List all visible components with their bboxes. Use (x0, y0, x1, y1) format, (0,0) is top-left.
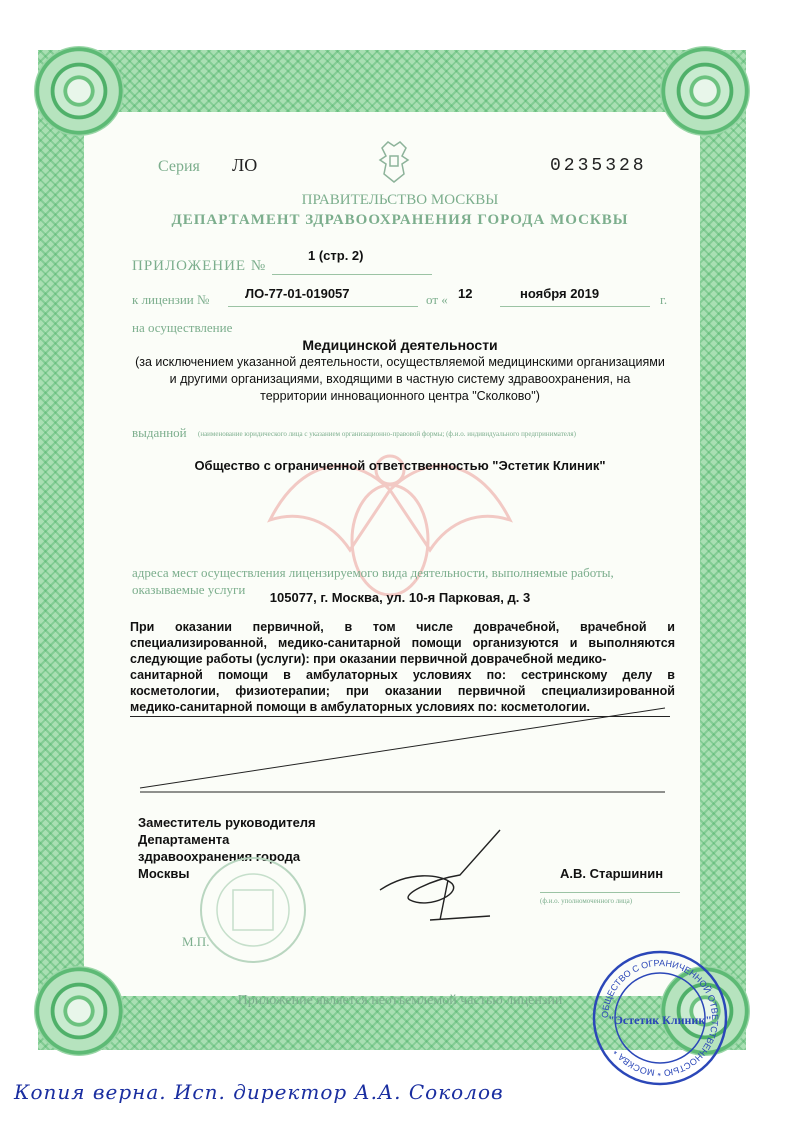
services-line-2: специализированной, медико-санитарной помощи организуются и выполняются (130, 636, 675, 650)
issued-hint: (наименование юридического лица с указанием организационно-правовой формы; (ф.и.о. индивидуального предпринимателя) (198, 430, 576, 438)
signatory-name: А.В. Старшинин (560, 866, 664, 881)
license-holder: Общество с ограниченной ответственностью "Эстетик Клиник" (194, 458, 606, 473)
activity-line-3: территории инновационного центра "Сколково") (260, 389, 540, 403)
government-title: ПРАВИТЕЛЬСТВО МОСКВЫ (301, 192, 499, 208)
appendix-label: ПРИЛОЖЕНИЕ № (132, 258, 267, 274)
signatory-name-underline (540, 892, 680, 893)
services-line-6: медико-санитарной помощи в амбулаторных условиях по: косметологии. (130, 700, 590, 714)
coat-of-arms-icon (372, 138, 416, 186)
license-prefix: к лицензии № (132, 292, 210, 307)
license-date-label: от « (426, 292, 448, 307)
department-title: ДЕПАРТАМЕНТ ЗДРАВООХРАНЕНИЯ ГОРОДА МОСКВЫ (171, 212, 629, 228)
license-year-suffix: г. (660, 292, 668, 307)
signatory-position-line-1: Заместитель руководителя (138, 815, 316, 830)
address-value: 105077, г. Москва, ул. 10-я Парковая, д. 3 (269, 590, 531, 605)
services-line-5: косметологии, физиотерапии; при оказании первичной специализированной (130, 684, 675, 698)
address-label-line-1: адреса мест осуществления лицензируемого вида деятельности, выполняемые работы, (132, 565, 614, 580)
activity-line-2: и другими организациями, входящими в частную систему здравоохранения, на (169, 372, 631, 386)
department-seal (178, 855, 328, 975)
license-day: 12 (458, 286, 473, 301)
services-line-3: следующие работы (услуги): при оказании первичной доврачебной медико- (130, 652, 607, 666)
corner-rosette-top-right (660, 46, 750, 136)
activity-line-1: (за исключением указанной деятельности, осуществляемой медицинскими организациями (135, 355, 665, 369)
activity-title: Медицинской деятельности (302, 337, 498, 353)
license-number-underline (228, 306, 418, 307)
license-month-year: ноября 2019 (520, 286, 600, 301)
issued-label: выданной (132, 425, 187, 440)
footer-note: Приложение является неотъемлемой частью лицензии (237, 993, 563, 1008)
address-label-line-2: оказываемые услуги (132, 582, 246, 597)
activity-label: на осуществление (132, 320, 233, 335)
signatory-position-line-2: Департамента (138, 832, 230, 847)
stamp-center-text: "Эстетик Клиник" (608, 1013, 712, 1027)
signatory-position-line-4: Москвы (138, 866, 190, 881)
signatory-name-hint: (ф.и.о. уполномоченного лица) (540, 897, 633, 905)
seal-place-label: М.П. (182, 934, 210, 949)
appendix-underline (272, 274, 432, 275)
license-date-underline (500, 306, 650, 307)
company-stamp (590, 948, 730, 1088)
blank-space-filler-lines (120, 700, 680, 800)
services-line-4: санитарной помощи в амбулаторных условиях по: сестринскому делу в (130, 668, 675, 682)
corner-rosette-top-left (34, 46, 124, 136)
services-line-1: При оказании первичной, в том числе доврачебной, врачебной и (130, 620, 675, 634)
signatory-position-line-3: здравоохранения города (138, 849, 301, 864)
signature (370, 820, 520, 930)
series-value: ЛО (232, 155, 258, 175)
handwritten-certification: Копия верна. Исп. директор А.А. Соколов (14, 1080, 504, 1104)
stamp-ring-text: ОБЩЕСТВО С ОГРАНИЧЕННОЙ ОТВЕТСТВЕННОСТЬЮ * МОСКВА * (599, 957, 721, 1079)
license-number: ЛО-77-01-019057 (245, 286, 350, 301)
form-number: 0235328 (550, 156, 647, 176)
corner-rosette-bottom-left (34, 966, 124, 1056)
appendix-number: 1 (стр. 2) (308, 248, 364, 263)
series-label: Серия (158, 158, 200, 175)
